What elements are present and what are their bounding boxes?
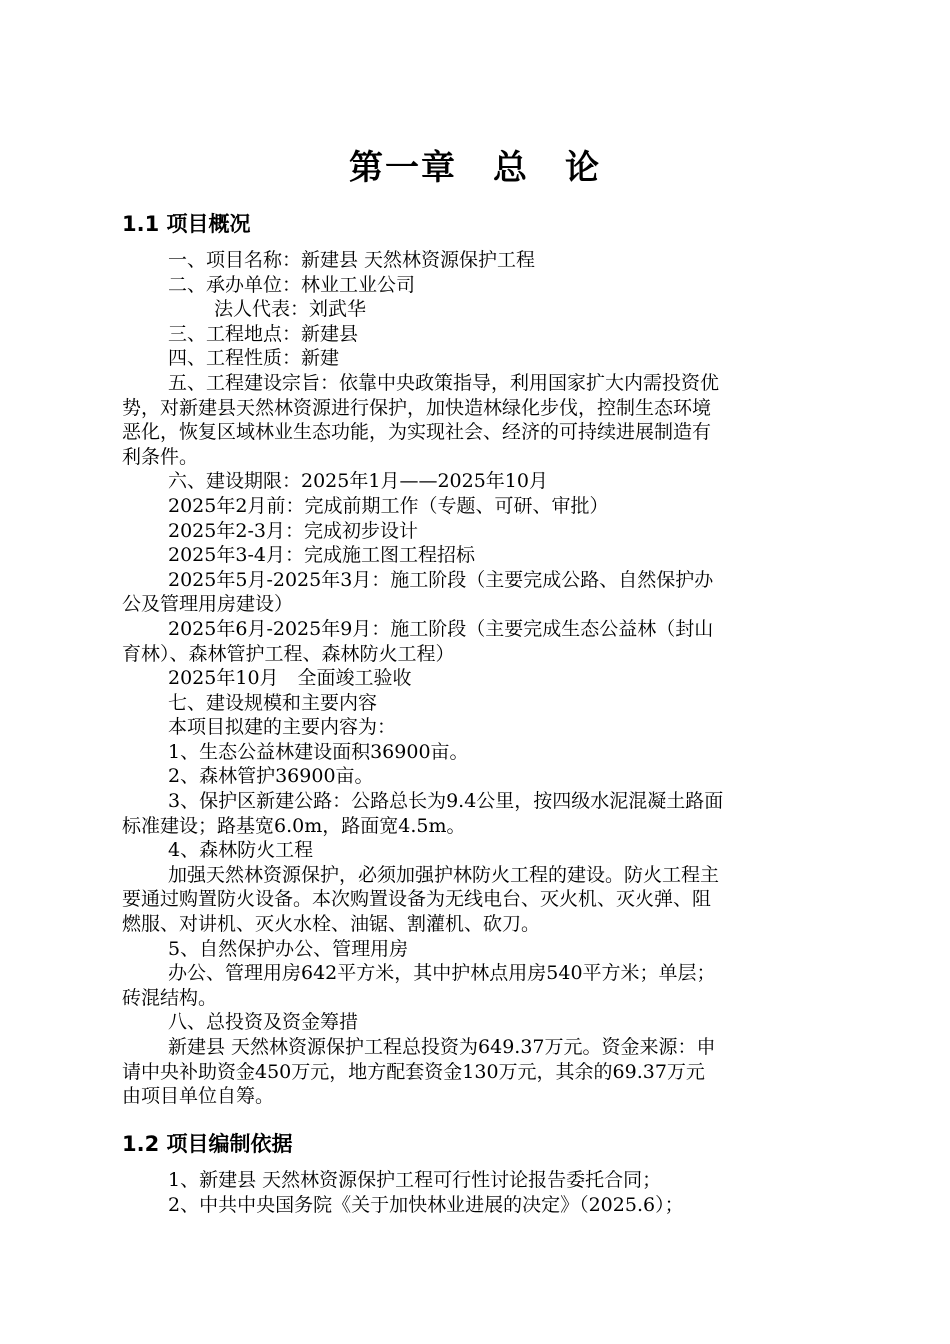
section-heading-1-2: 1.2 项目编制依据 xyxy=(122,1132,293,1156)
text-line: 一、项目名称：新建县 天然林资源保护工程 xyxy=(168,249,536,271)
text-line: 恶化，恢复区域林业生态功能，为实现社会、经济的可持续进展制造有 xyxy=(122,421,712,444)
text-line: 加强天然林资源保护，必须加强护林防火工程的建设。防火工程主 xyxy=(168,863,720,886)
text-line: 七、建设规模和主要内容 xyxy=(168,691,378,714)
text-line: 六、建设期限：2025年1月——2025年10月 xyxy=(168,470,548,493)
text-line: 育林）、森林管护工程、森林防火工程） xyxy=(122,642,455,665)
section-body-1-2 xyxy=(122,1168,830,1217)
section-heading-1-1: 1.1 项目概况 xyxy=(122,212,251,236)
text-line: 1、新建县 天然林资源保护工程可行性讨论报告委托合同； xyxy=(168,1169,662,1191)
text-line: 2025年2月前：完成前期工作（专题、可研、审批） xyxy=(168,494,609,517)
text-line: 2025年10月 全面竣工验收 xyxy=(168,667,412,690)
text-line: 二、承办单位：林业工业公司 xyxy=(168,273,416,296)
text-line: 5、自然保护办公、管理用房 xyxy=(168,937,409,960)
text-line: 2025年3-4月：完成施工图工程招标 xyxy=(168,544,475,567)
text-line: 1、生态公益林建设面积36900亩。 xyxy=(168,740,469,763)
text-line: 砖混结构。 xyxy=(122,986,218,1009)
text-line: 要通过购置防火设备。本次购置设备为无线电台、灭火机、灭火弹、阻 xyxy=(122,888,712,911)
text-line: 2025年2-3月：完成初步设计 xyxy=(168,519,418,542)
text-line: 三、工程地点：新建县 xyxy=(168,322,359,345)
text-line: 四、工程性质：新建 xyxy=(168,347,340,370)
text-line: 燃服、对讲机、灭火水栓、油锯、割灌机、砍刀。 xyxy=(122,913,541,936)
text-line: 请中央补助资金450万元，地方配套资金130万元，其余的69.37万元 xyxy=(122,1060,705,1083)
text-line: 新建县 天然林资源保护工程总投资为649.37万元。资金来源：申 xyxy=(168,1036,716,1058)
text-line: 办公、管理用房642平方米，其中护林点用房540平方米；单层； xyxy=(168,962,716,985)
text-line: 利条件。 xyxy=(122,445,199,468)
text-line: 法人代表：刘武华 xyxy=(214,298,367,321)
text-line: 五、工程建设宗旨：依靠中央政策指导，利用国家扩大内需投资优 xyxy=(168,371,720,394)
text-line: 2、森林管护36900亩。 xyxy=(168,765,374,788)
chapter-title: 第一章 总 论 xyxy=(349,148,601,188)
text-line: 公及管理用房建设） xyxy=(122,593,294,616)
text-line: 由项目单位自筹。 xyxy=(122,1085,275,1108)
text-line: 标准建设；路基宽6.0m，路面宽4.5m。 xyxy=(122,814,466,837)
text-line: 势，对新建县天然林资源进行保护，加快造林绿化步伐，控制生态环境 xyxy=(122,396,712,419)
text-line: 2、中共中央国务院《关于加快林业进展的决定》（2025.6）； xyxy=(168,1193,684,1216)
text-line: 2025年5月-2025年3月：施工阶段（主要完成公路、自然保护办 xyxy=(168,568,714,591)
text-line: 2025年6月-2025年9月：施工阶段（主要完成生态公益林（封山 xyxy=(168,617,714,640)
section-body-1-1 xyxy=(122,248,830,1109)
text-line: 4、森林防火工程 xyxy=(168,839,314,862)
text-line: 本项目拟建的主要内容为： xyxy=(168,716,397,739)
text-line: 八、总投资及资金筹措 xyxy=(168,1011,359,1034)
text-line: 3、保护区新建公路：公路总长为9.4公里，按四级水泥混凝土路面 xyxy=(168,790,724,813)
